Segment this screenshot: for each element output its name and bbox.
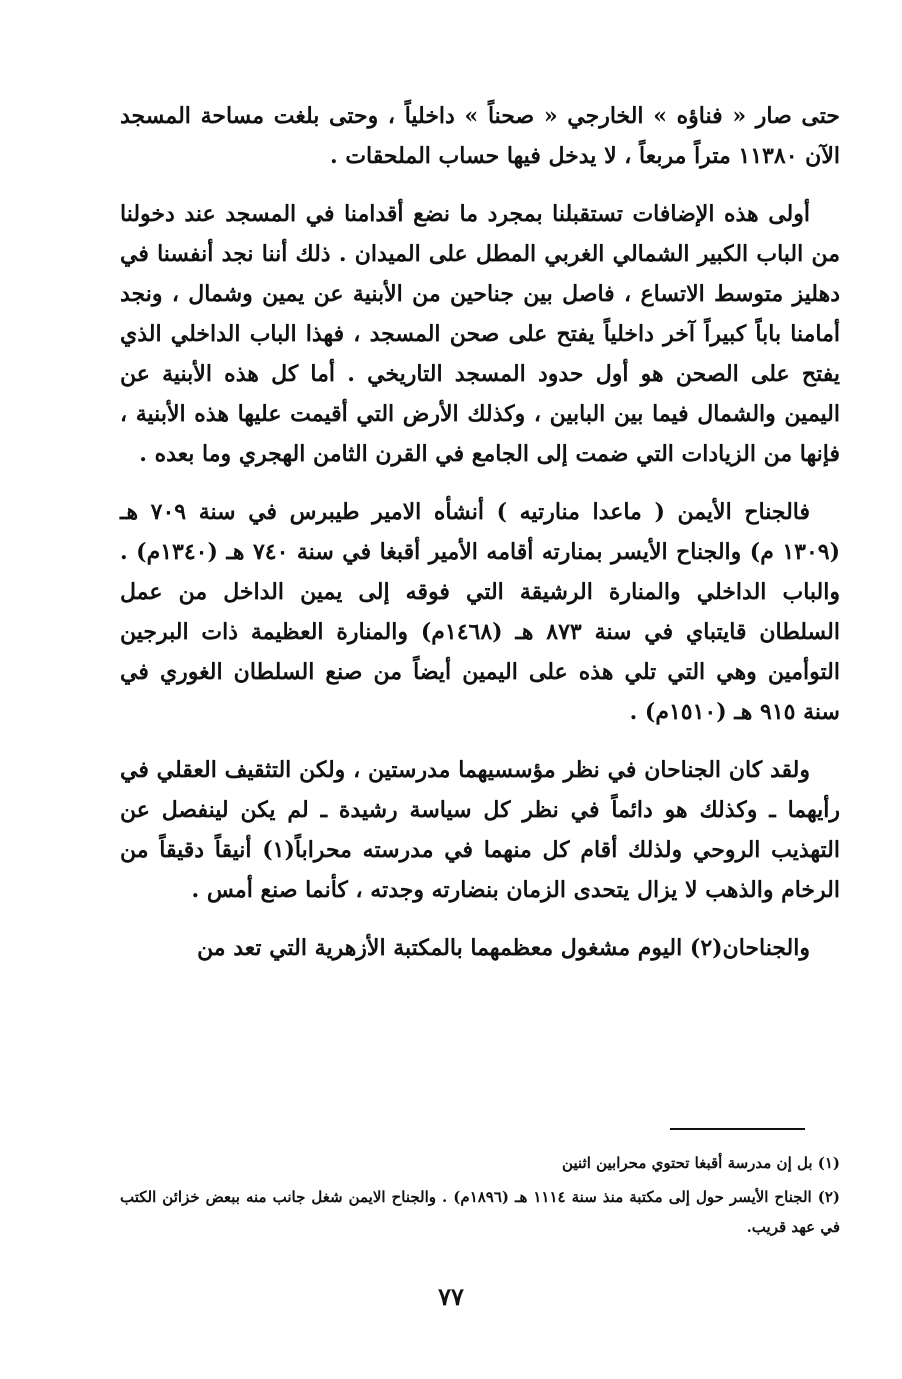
paragraph-2: أولى هذه الإضافات تستقبلنا بمجرد ما نضع أقدامنا في المسجد عند دخولنا من الباب الكبير الشمالي الغربي المطل على الميدان . ذلك أننا نجد أنفسنا في دهليز متوسط الاتساع ، فاصل بين جناحين من الأبنية عن يمين وشمال ، ونجد أمامنا باباً كبيراً آخر داخلياً يفتح على صحن المسجد ، فهذا الباب الداخلي الذي يفتح على الصحن هو أول حدود المسجد التاريخي . أما كل هذه الأبنية عن اليمين والشمال فيما بين البابين ، وكذلك الأرض التي أقيمت عليها هذه الأبنية ، فإنها من الزيادات التي ضمت إلى الجامع في القرن الثامن الهجري وما بعده . <box>120 201 841 467</box>
footnote-2: (٢) الجناح الأيسر حول إلى مكتبة منذ سنة ١١١٤ هـ (١٨٩٦م) . والجناح الايمن شغل جانب منه ببعض خزائن الكتب في عهد قريب. <box>120 1188 840 1236</box>
footnote-divider <box>670 1128 805 1130</box>
footnotes <box>120 1148 840 1246</box>
paragraph-3: فالجناح الأيمن ( ماعدا منارتيه ) أنشأه الامير طيبرس في سنة ٧٠٩ هـ (١٣٠٩ م) والجناح الأيسر بمنارته أقامه الأمير أقبغا في سنة ٧٤٠ هـ (١٣٤٠م) . والباب الداخلي والمنارة الرشيقة التي فوقه إلى يمين الداخل من عمل السلطان قايتباي في سنة ٨٧٣ هـ (١٤٦٨م) والمنارة العظيمة ذات البرجين التوأمين وهي التي تلي هذه على اليمين أيضاً من صنع السلطان الغوري في سنة ٩١٥ هـ (١٥١٠م) . <box>120 499 841 725</box>
paragraph-4: ولقد كان الجناحان في نظر مؤسسيهما مدرستين ، ولكن التثقيف العقلي في رأيهما ـ وكذلك هو دائماً في نظر كل سياسة رشيدة ـ لم يكن لينفصل عن التهذيب الروحي ولذلك أقام كل منهما في مدرسته محراباً(١) أنيقاً دقيقاً من الرخام والذهب لا يزال يتحدى الزمان بنضارته وجدته ، كأنما صنع أمس . <box>120 757 840 903</box>
paragraph-1: حتى صار « فناؤه » الخارجي « صحناً » داخلياً ، وحتى بلغت مساحة المسجد الآن ١١٣٨٠ متراً مربعاً ، لا يدخل فيها حساب الملحقات . <box>120 103 840 169</box>
footnote-1: (١) بل إن مدرسة أقبغا تحتوي محرابين اثنين <box>562 1154 840 1172</box>
page-number: ٧٧ <box>438 1282 464 1311</box>
paragraph-5: والجناحان(٢) اليوم مشغول معظمهما بالمكتبة الأزهرية التي تعد من <box>197 935 810 961</box>
main-text <box>120 96 840 986</box>
